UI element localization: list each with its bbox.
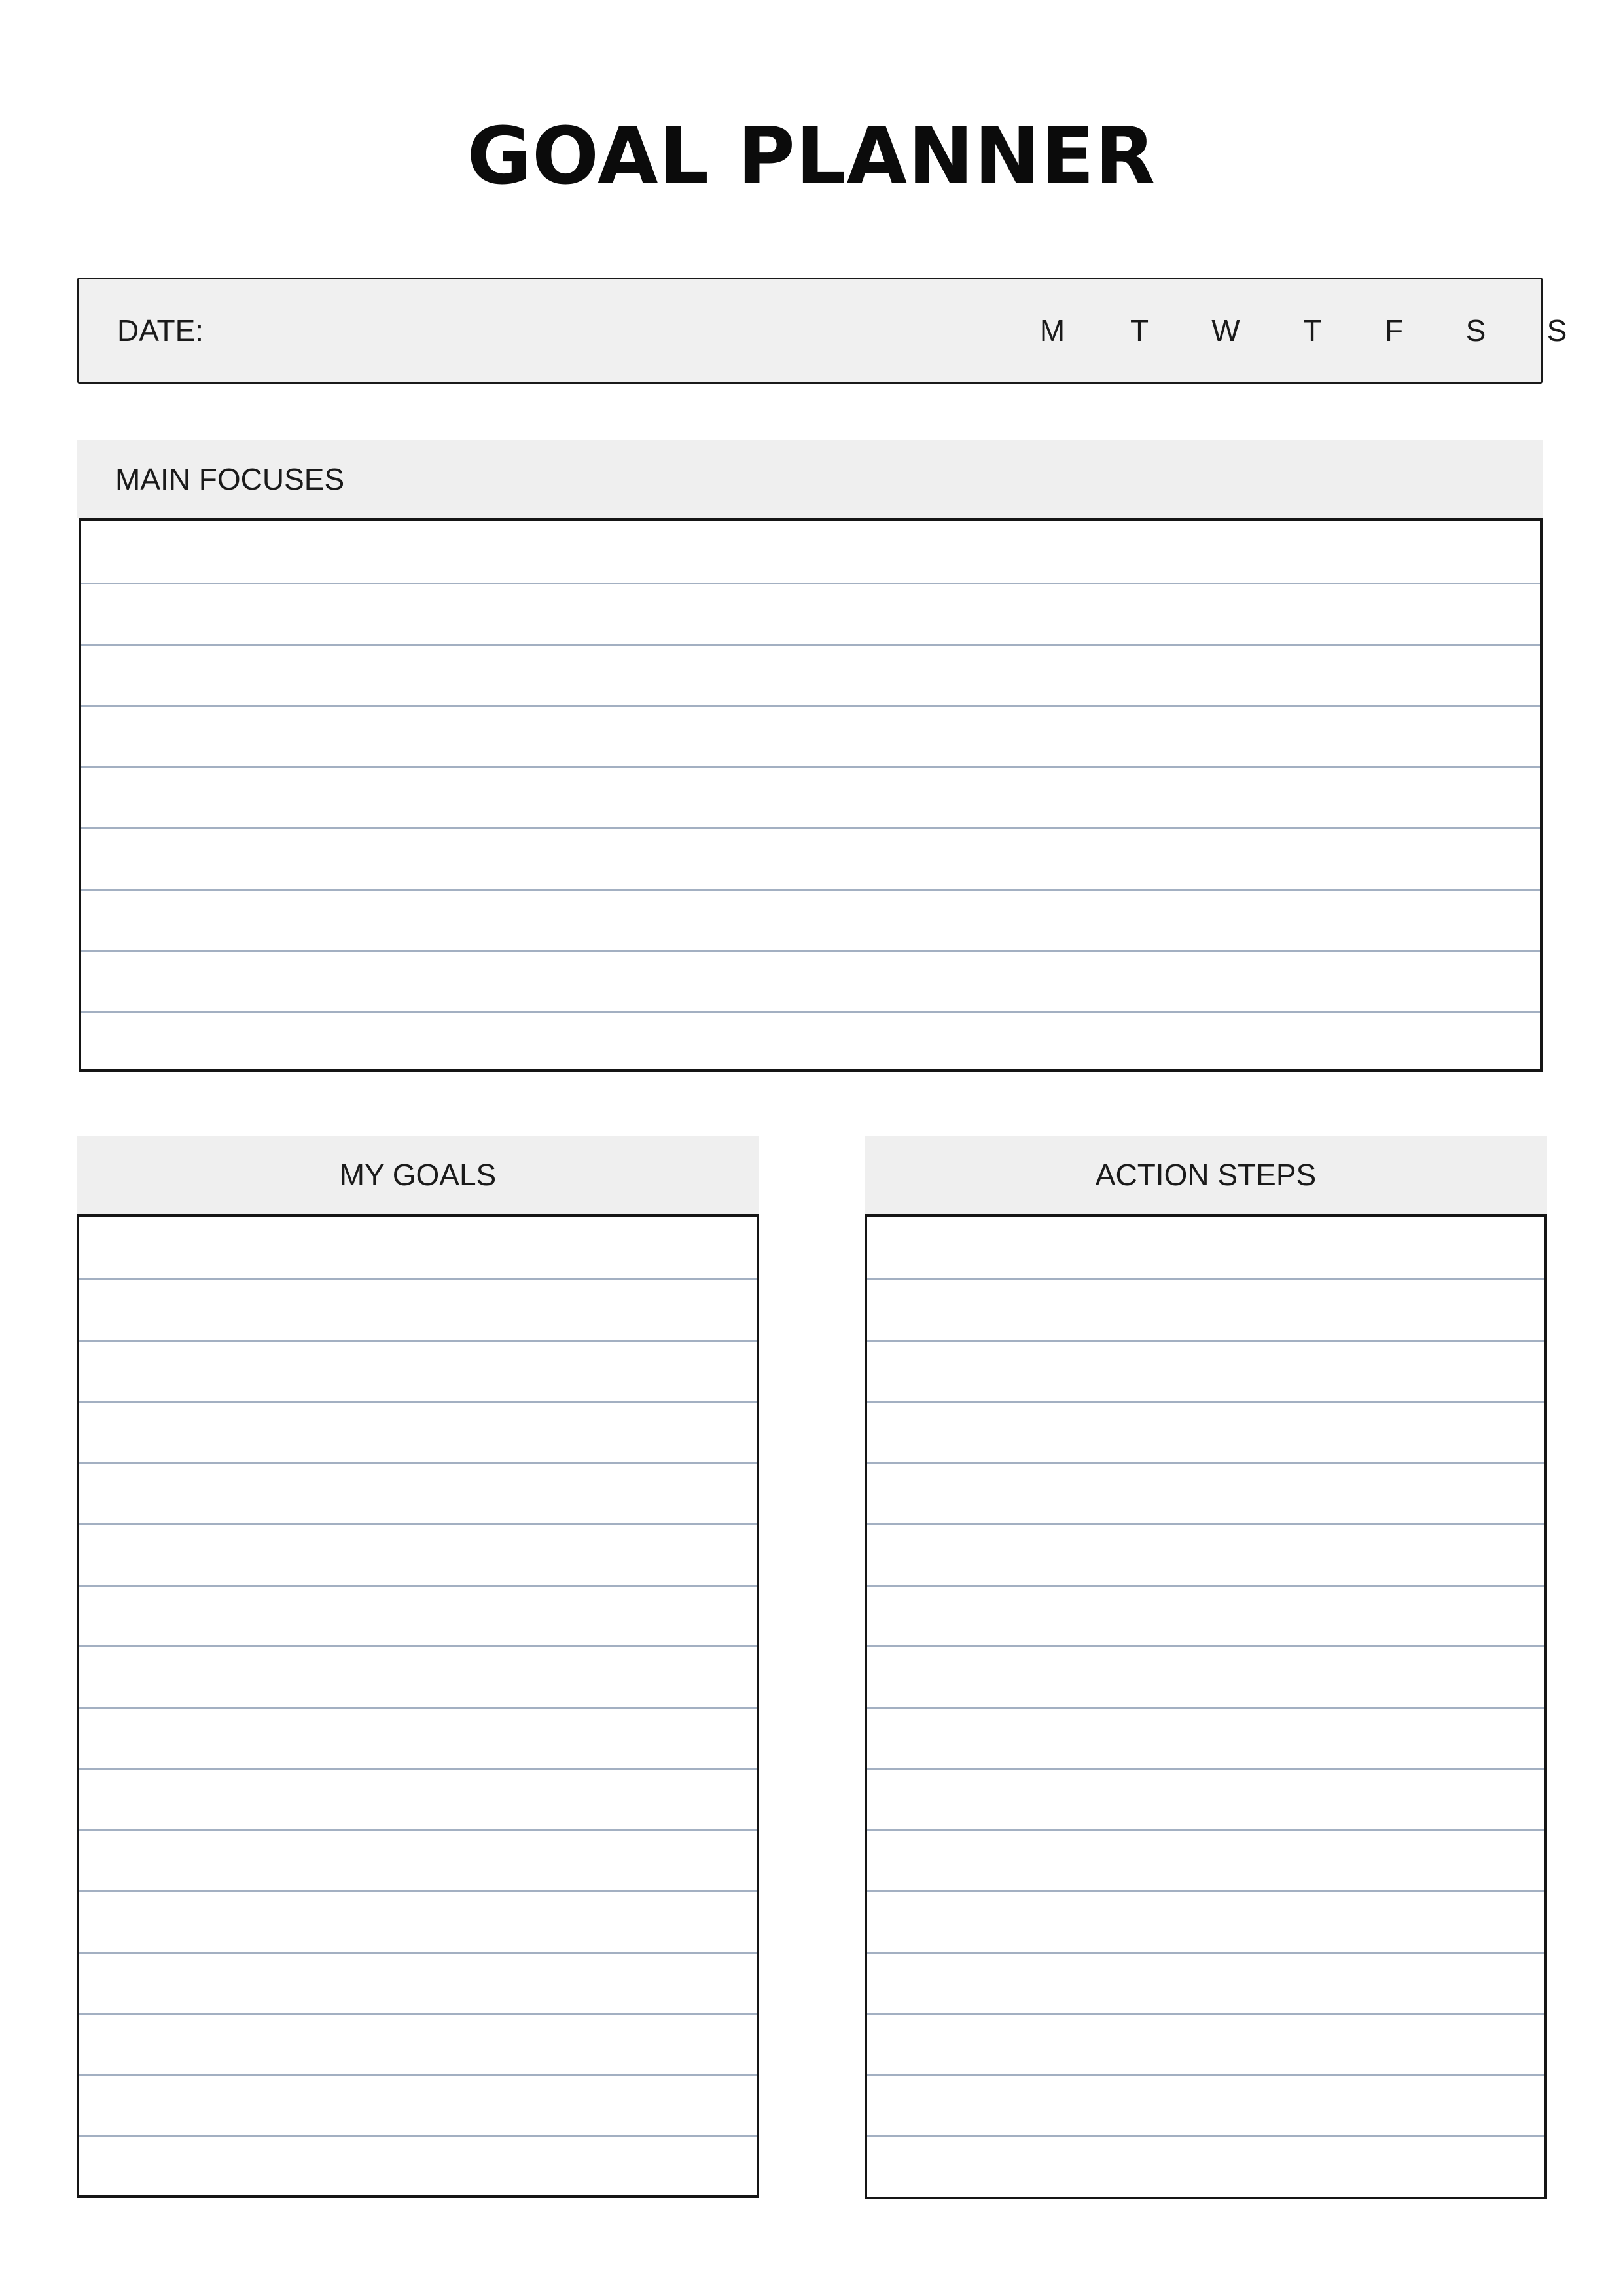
action-steps-lines[interactable] (865, 1214, 1547, 2199)
writing-line (79, 1278, 757, 1280)
writing-line (79, 1952, 757, 1954)
day-tuesday[interactable]: T (1130, 314, 1149, 348)
writing-line (867, 1829, 1544, 1831)
writing-line (79, 1585, 757, 1587)
writing-line (79, 1523, 757, 1525)
writing-line (79, 1829, 757, 1831)
writing-line (867, 2074, 1544, 2076)
writing-line (81, 583, 1540, 584)
my-goals-lines[interactable] (77, 1214, 759, 2198)
writing-line (79, 1707, 757, 1709)
writing-line (81, 889, 1540, 891)
main-focuses-lines[interactable] (79, 518, 1543, 1072)
writing-line (867, 1585, 1544, 1587)
writing-line (79, 1645, 757, 1647)
writing-line (867, 1952, 1544, 1954)
writing-line (81, 644, 1540, 646)
page-title: GOAL PLANNER (467, 111, 1156, 202)
writing-line (867, 1768, 1544, 1770)
writing-line (79, 2013, 757, 2015)
writing-line (79, 1462, 757, 1464)
writing-line (867, 1707, 1544, 1709)
writing-line (79, 1401, 757, 1403)
writing-line (867, 1462, 1544, 1464)
writing-line (79, 1340, 757, 1342)
day-monday[interactable]: M (1039, 314, 1065, 348)
action-steps-header: ACTION STEPS (865, 1136, 1547, 1214)
day-saturday[interactable]: S (1465, 314, 1486, 348)
main-focuses-header: MAIN FOCUSES (77, 440, 1543, 518)
writing-line (81, 827, 1540, 829)
my-goals-header: MY GOALS (77, 1136, 759, 1214)
writing-line (79, 2135, 757, 2137)
date-bar (77, 278, 1567, 384)
day-wednesday[interactable]: W (1211, 314, 1240, 348)
writing-line (81, 766, 1540, 768)
writing-line (867, 1645, 1544, 1647)
writing-line (867, 2013, 1544, 2015)
writing-line (867, 2135, 1544, 2137)
day-thursday[interactable]: T (1302, 314, 1322, 348)
date-label: DATE: (117, 314, 204, 348)
writing-line (867, 1278, 1544, 1280)
writing-line (867, 1340, 1544, 1342)
writing-line (81, 1011, 1540, 1013)
writing-line (79, 2074, 757, 2076)
writing-line (79, 1890, 757, 1892)
writing-line (867, 1890, 1544, 1892)
writing-line (867, 1401, 1544, 1403)
writing-line (867, 1523, 1544, 1525)
writing-line (81, 705, 1540, 707)
day-sunday[interactable]: S (1546, 314, 1567, 348)
writing-line (81, 950, 1540, 952)
writing-line (79, 1768, 757, 1770)
day-friday[interactable]: F (1384, 314, 1404, 348)
